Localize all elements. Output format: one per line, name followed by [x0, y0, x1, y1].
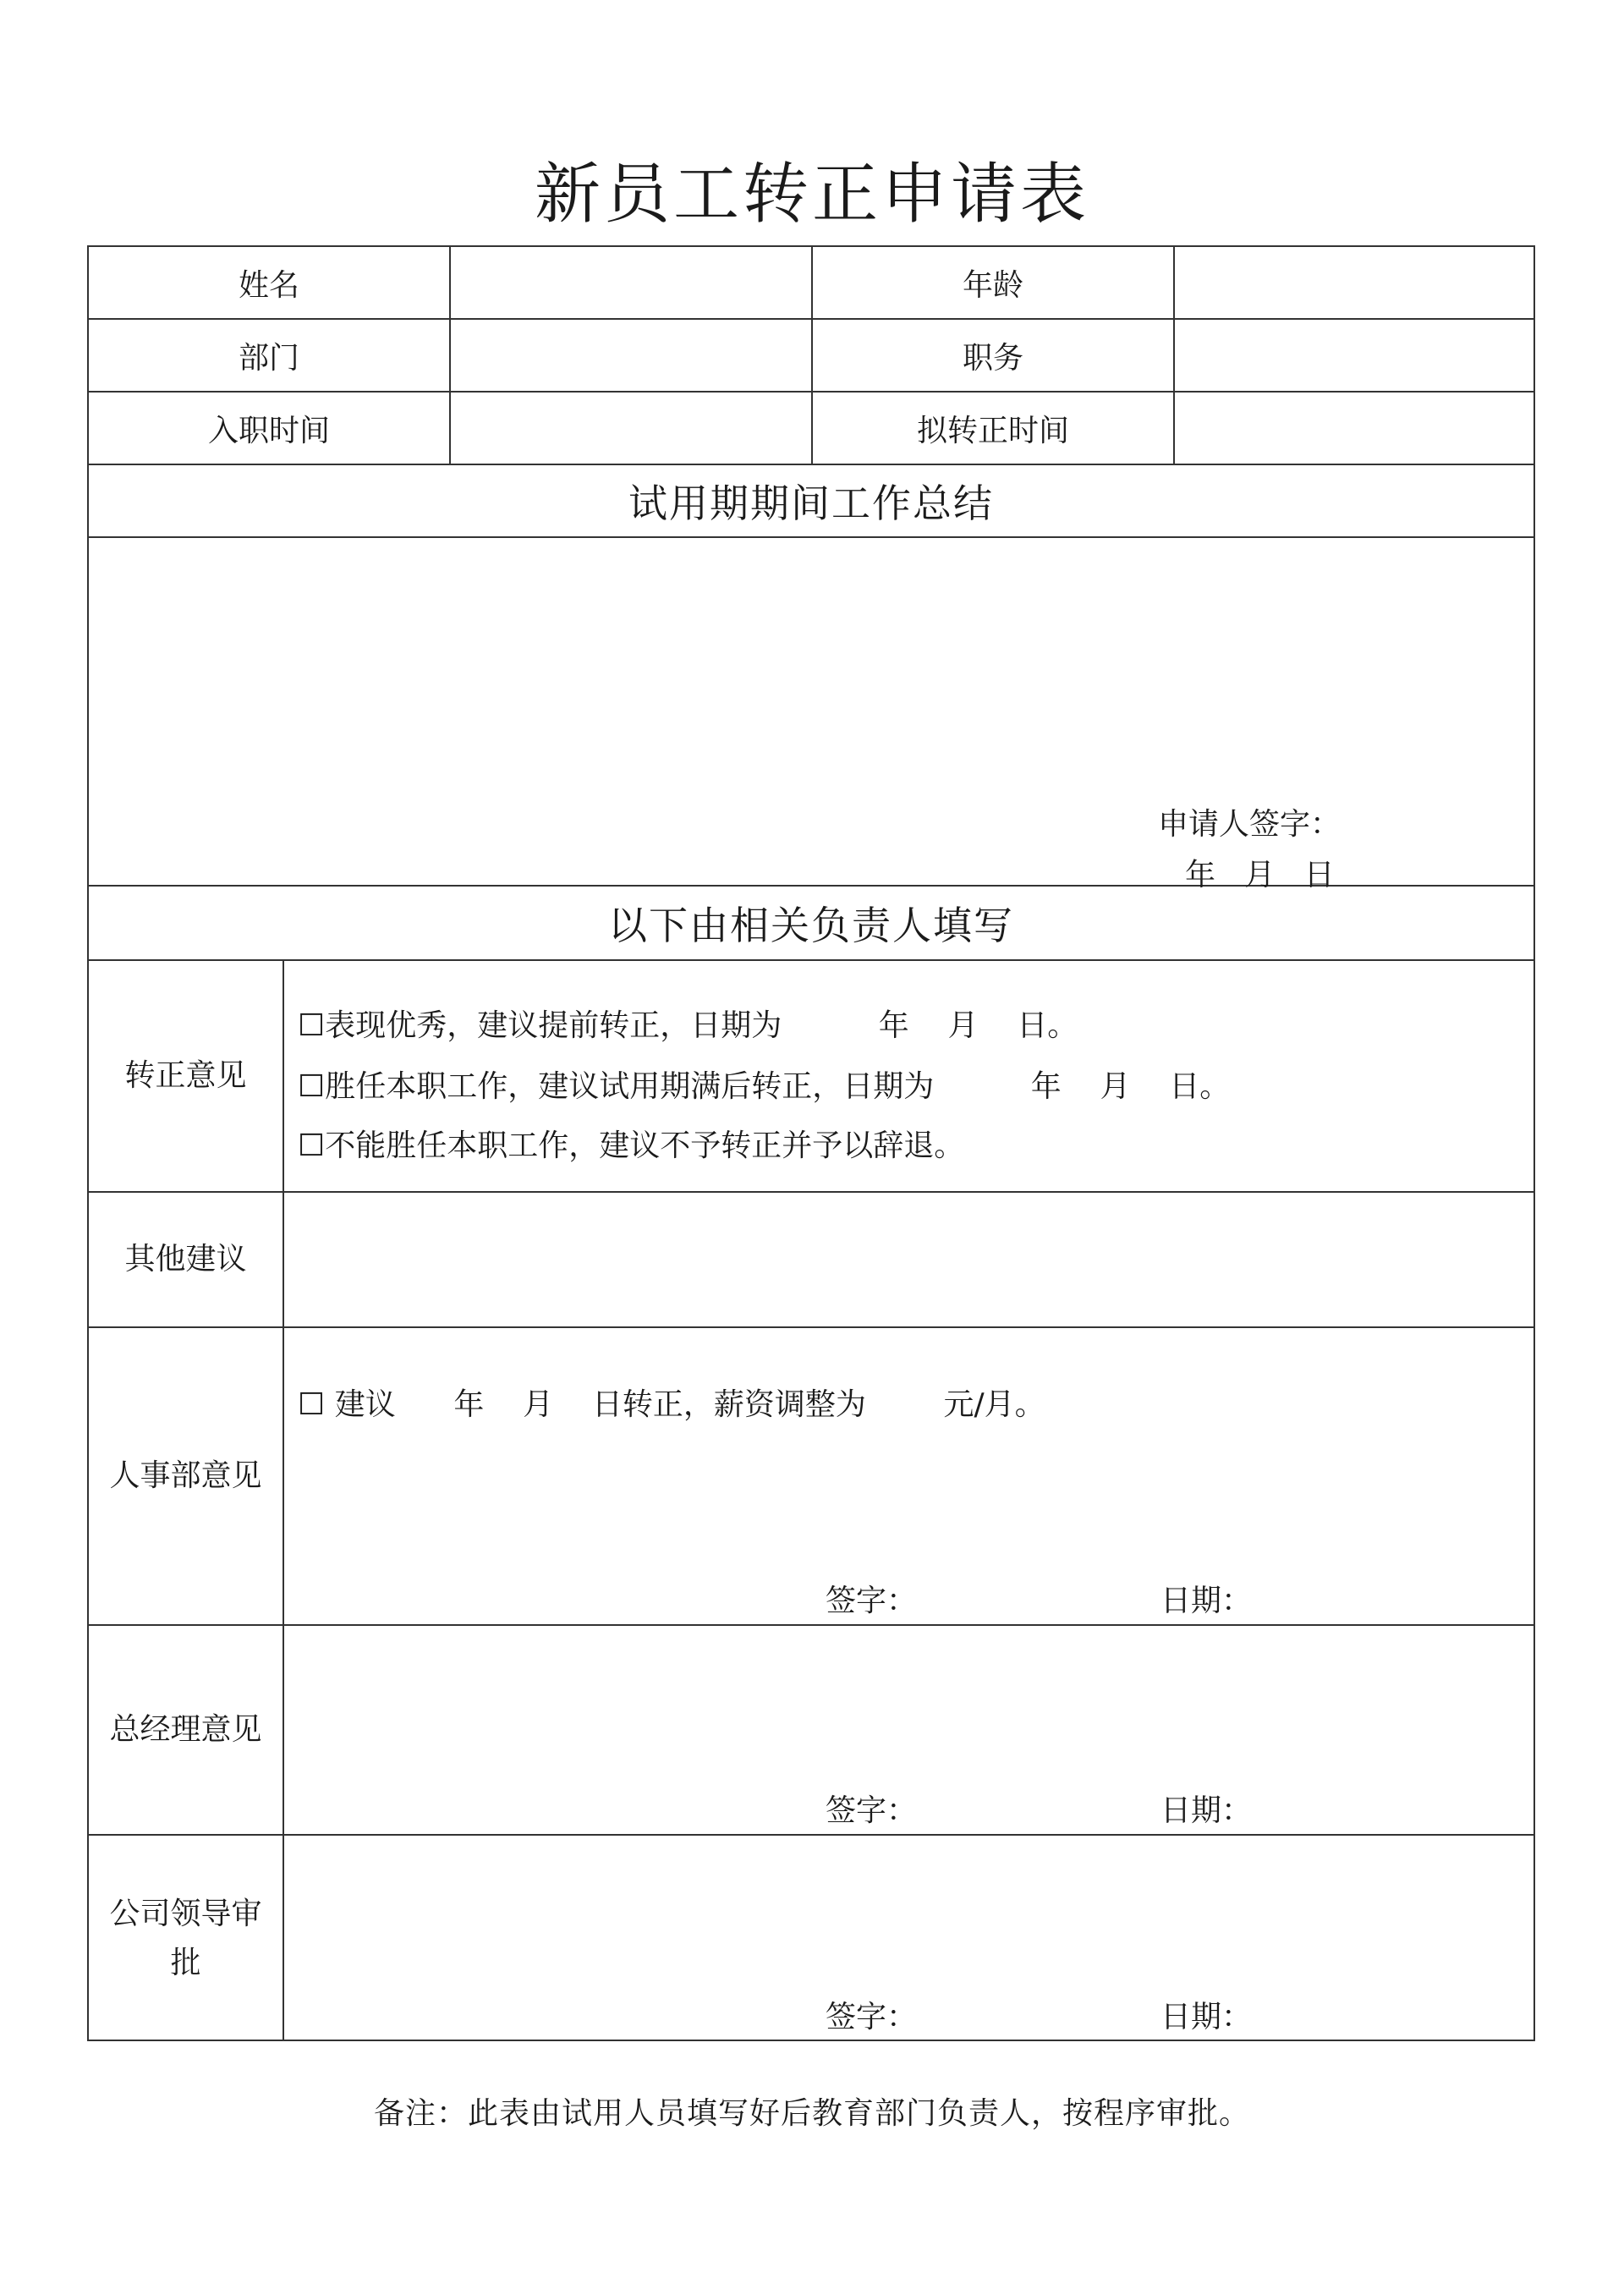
applicant-signature-label: 申请人签字：	[1158, 807, 1341, 842]
other-suggestions-label: 其他建议	[89, 1193, 284, 1326]
planned-date-input[interactable]	[1175, 393, 1535, 464]
hr-signature-label: 签字：	[826, 1584, 918, 1618]
position-label: 职务	[813, 320, 1175, 391]
entry-date-input[interactable]	[451, 393, 813, 464]
name-input[interactable]	[451, 247, 813, 318]
name-label: 姓名	[89, 247, 451, 318]
page-title: 新员工转正申请表	[534, 156, 1089, 233]
regularization-opinion-options	[284, 961, 1535, 1191]
applicant-date-line: 年 月 日	[1185, 858, 1335, 892]
footnote: 备注：此表由试用人员填写好后教育部门负责人，按程序审批。	[373, 2096, 1250, 2131]
responsible-heading: 以下由相关负责人填写	[608, 903, 1014, 948]
department-input[interactable]	[451, 320, 813, 391]
gm-opinion-content[interactable]	[284, 1626, 1535, 1834]
gm-signature-label: 签字：	[826, 1793, 918, 1828]
leader-approval-content[interactable]	[284, 1836, 1535, 2041]
option-early-regularization[interactable]: ☐表现优秀，建议提前转正，日期为 年 月 日。	[298, 1008, 1078, 1043]
row-leader-approval	[89, 1836, 1533, 2041]
row-name-age	[89, 247, 1533, 320]
option-dismiss[interactable]: ☐不能胜任本职工作，建议不予转正并予以辞退。	[298, 1128, 965, 1163]
hr-suggestion-text[interactable]: ☐ 建议 年 月 日转正，薪资调整为 元/月。	[298, 1387, 1045, 1422]
regularization-opinion-label: 转正意见	[89, 961, 284, 1191]
gm-date-label: 日期：	[1160, 1793, 1253, 1828]
row-regularization-opinion	[89, 961, 1533, 1193]
row-dates	[89, 393, 1533, 465]
row-summary-heading	[89, 465, 1533, 538]
planned-date-label: 拟转正时间	[813, 393, 1175, 464]
row-responsible-heading	[89, 887, 1533, 961]
leader-date-label: 日期：	[1160, 2000, 1253, 2034]
summary-area[interactable]	[89, 538, 1533, 892]
leader-signature-label: 签字：	[826, 2000, 918, 2034]
leader-approval-label: 公司领导审批	[89, 1836, 284, 2041]
other-suggestions-input[interactable]	[284, 1193, 1535, 1326]
option-regularize-after-probation[interactable]: ☐胜任本职工作，建议试用期满后转正，日期为 年 月 日。	[298, 1069, 1231, 1104]
age-label: 年龄	[813, 247, 1175, 318]
row-other-suggestions	[89, 1193, 1533, 1328]
summary-heading: 试用期期间工作总结	[628, 480, 994, 526]
position-input[interactable]	[1175, 320, 1535, 391]
hr-date-label: 日期：	[1160, 1584, 1253, 1618]
hr-opinion-content[interactable]	[284, 1328, 1535, 1624]
gm-opinion-label: 总经理意见	[89, 1626, 284, 1834]
row-hr-opinion	[89, 1328, 1533, 1626]
hr-opinion-label: 人事部意见	[89, 1328, 284, 1624]
age-input[interactable]	[1175, 247, 1535, 318]
application-form	[87, 245, 1535, 2041]
entry-date-label: 入职时间	[89, 393, 451, 464]
row-gm-opinion	[89, 1626, 1533, 1836]
row-department-position	[89, 320, 1533, 393]
department-label: 部门	[89, 320, 451, 391]
